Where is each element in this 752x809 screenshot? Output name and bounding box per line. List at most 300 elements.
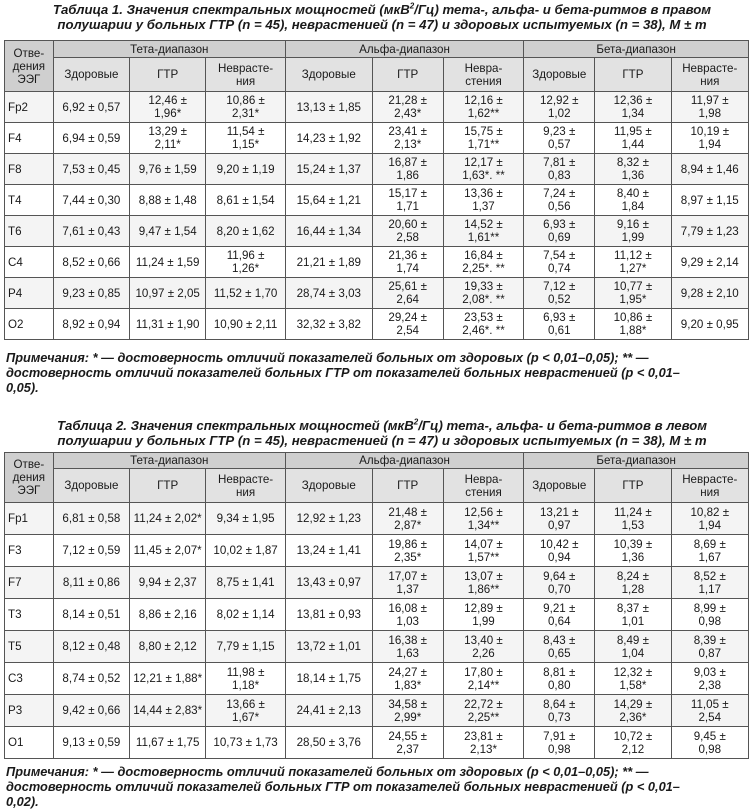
subheader-line: ГТР (622, 68, 644, 81)
value-line: 2,35* (394, 550, 422, 564)
value-line: 16,87 ± (388, 156, 428, 169)
value-line: 12,21 ± 1,88* (133, 672, 203, 685)
value-line: 1,84 (621, 200, 645, 213)
value-cell (372, 216, 443, 247)
table-row (5, 154, 749, 185)
table1-notes (6, 350, 746, 395)
value-line: 8,75 ± 1,41 (216, 576, 275, 589)
value-line: 9,16 ± (616, 218, 649, 231)
value-line: 11,24 ± (614, 505, 652, 519)
value-cell (130, 185, 206, 216)
band-header: Альфа-диапазон (285, 453, 523, 469)
value-cell (372, 154, 443, 185)
value-line: 2,38 (698, 678, 722, 692)
value-line: 1,18* (232, 678, 260, 692)
value-line: 21,28 ± (388, 94, 428, 107)
value-cell (53, 727, 129, 759)
value-cell (285, 567, 372, 599)
lead-cell: P3 (5, 695, 54, 727)
value-line: 1,71** (467, 138, 500, 151)
value-line: 1,34 (621, 107, 645, 120)
value-line: 11,54 ± (226, 125, 265, 138)
value-line: 2,37 (396, 742, 419, 756)
value-cell (443, 695, 524, 727)
group-subheader (206, 469, 286, 503)
value-line: 8,69 ± (693, 537, 726, 551)
value-line: 0,65 (547, 646, 571, 660)
value-line: 13,36 ± (464, 187, 503, 200)
value-cell (671, 631, 748, 663)
value-cell (53, 278, 129, 309)
group-subheader (130, 469, 206, 503)
lead-cell: C4 (5, 247, 54, 278)
value-line: 2,25*. ** (462, 262, 505, 275)
value-line: 28,50 ± 3,76 (296, 736, 361, 749)
value-line: 7,79 ± 1,23 (680, 224, 739, 238)
value-line: 11,45 ± 2,07* (133, 544, 202, 557)
value-cell (443, 727, 524, 759)
table1-caption (6, 2, 752, 32)
value-line: 16,38 ± (388, 633, 428, 647)
band-header: Тета-диапазон (53, 453, 285, 469)
group-subheader (285, 58, 372, 92)
table-row (5, 123, 749, 154)
value-line: 7,81 ± (543, 156, 576, 169)
value-cell (443, 309, 524, 340)
lead-cell: Fp2 (5, 92, 54, 123)
value-cell (443, 247, 524, 278)
value-line: 1,37 (472, 200, 495, 213)
value-line: 2,36* (619, 710, 647, 724)
value-line: 9,13 ± 0,59 (62, 736, 121, 749)
value-line: 9,94 ± 2,37 (138, 576, 197, 589)
value-cell (53, 599, 129, 631)
table2-caption-sup: 2 (413, 417, 419, 427)
value-line: 13,13 ± 1,85 (296, 100, 361, 114)
value-line: 11,12 ± (614, 249, 652, 262)
value-cell (372, 278, 443, 309)
value-cell (285, 185, 372, 216)
value-line: 8,99 ± (693, 601, 726, 615)
value-cell (130, 309, 206, 340)
group-subheader (443, 469, 524, 503)
table-row (5, 535, 749, 567)
value-line: 0,83 (547, 169, 571, 182)
value-line: 14,52 ± (464, 218, 503, 231)
value-line: 1,36 (621, 169, 645, 182)
value-cell (595, 247, 671, 278)
value-line: 10,97 ± 2,05 (135, 286, 200, 300)
subheader-line: Неврасте- (217, 472, 274, 486)
value-cell (372, 92, 443, 123)
value-line: 8,49 ± (616, 633, 649, 647)
value-line: 8,40 ± (616, 187, 649, 200)
lead-header-line: дения (12, 59, 46, 73)
table1-caption-line2: полушарии у больных ГТР (n = 45), неврастенией (n = 47) и здоровых испытуемых (n = 38), M ± m (57, 17, 707, 32)
value-line: 16,08 ± (388, 601, 428, 615)
value-cell (206, 535, 286, 567)
lead-header-line: дения (12, 471, 46, 484)
value-line: 1,01 (621, 614, 645, 628)
value-line: 13,72 ± 1,01 (296, 640, 361, 653)
value-cell (443, 503, 524, 535)
value-line: 29,24 ± (388, 311, 428, 324)
subheader-line: ния (700, 74, 720, 88)
value-line: 9,20 ± 1,19 (216, 162, 275, 176)
value-line: 24,55 ± (388, 729, 428, 743)
table-row (5, 278, 749, 309)
value-cell (443, 599, 524, 631)
table2-note-line1: Примечания: * — достоверность отличий показателей больных от здоровых (p < 0,01–0,05); ** — (6, 764, 649, 779)
value-line: 6,92 ± 0,57 (62, 100, 121, 114)
subheader-line: Здоровые (64, 479, 119, 492)
value-line: 12,56 ± (464, 505, 503, 519)
value-line: 7,53 ± 0,45 (62, 162, 121, 176)
value-line: 11,52 ± 1,70 (213, 286, 278, 300)
value-line: 1,67* (232, 710, 260, 724)
value-line: 8,20 ± 1,62 (216, 224, 275, 238)
subheader-line: ГТР (397, 479, 419, 492)
value-line: 1,94 (698, 138, 722, 151)
value-line: 1,63 (396, 646, 419, 660)
value-cell (130, 123, 206, 154)
value-line: 8,64 ± (543, 697, 576, 711)
group-subheader (285, 469, 372, 503)
value-cell (372, 663, 443, 695)
value-cell (130, 247, 206, 278)
value-line: 8,37 ± (616, 601, 649, 615)
value-cell (285, 727, 372, 759)
table1-note-line1: Примечания: * — достоверность отличий показателей больных от здоровых (p < 0,01–0,05); ** — (6, 350, 649, 365)
subheader-line: ГТР (622, 479, 644, 492)
value-cell (206, 727, 286, 759)
value-cell (524, 631, 595, 663)
value-line: 28,74 ± 3,03 (296, 286, 361, 300)
value-cell (130, 535, 206, 567)
value-cell (206, 631, 286, 663)
value-line: 10,19 ± (690, 125, 730, 138)
value-line: 9,20 ± 0,95 (680, 317, 739, 331)
value-line: 15,17 ± (388, 187, 428, 200)
value-cell (671, 695, 748, 727)
value-cell (524, 567, 595, 599)
value-cell (671, 567, 748, 599)
group-subheader (206, 58, 286, 92)
value-cell (595, 92, 671, 123)
value-line: 20,60 ± (388, 218, 428, 231)
value-line: 9,47 ± 1,54 (138, 224, 197, 238)
value-line: 1,83* (394, 678, 422, 692)
value-line: 2,58 (396, 231, 419, 244)
value-line: 1,63*. ** (462, 169, 505, 182)
value-line: 11,24 ± 2,02* (133, 512, 202, 525)
subheader-line: Здоровые (64, 68, 119, 81)
value-cell (53, 567, 129, 599)
subheader-line: Невра- (464, 61, 503, 75)
value-line: 1,57** (467, 550, 500, 564)
value-line: 9,03 ± (693, 665, 726, 679)
value-line: 7,44 ± 0,30 (62, 193, 121, 207)
value-line: 0,61 (547, 324, 571, 337)
value-line: 13,24 ± 1,41 (296, 544, 361, 557)
value-cell (443, 92, 524, 123)
value-cell (130, 154, 206, 185)
value-line: 16,44 ± 1,34 (296, 224, 361, 238)
value-line: 10,39 ± (613, 537, 653, 551)
value-line: 10,82 ± (690, 505, 730, 519)
value-cell (372, 727, 443, 759)
value-line: 8,81 ± (543, 665, 576, 679)
lead-cell: C3 (5, 663, 54, 695)
table-row (5, 216, 749, 247)
value-cell (524, 535, 595, 567)
value-line: 8,74 ± 0,52 (62, 672, 121, 685)
value-line: 1,53 (621, 518, 645, 532)
value-line: 12,36 ± (613, 94, 653, 107)
value-line: 0,87 (698, 646, 722, 660)
group-subheader (595, 469, 671, 503)
value-line: 9,23 ± (543, 125, 576, 138)
table1-wrapper (0, 40, 749, 340)
table-row (5, 663, 749, 695)
group-subheader (372, 469, 443, 503)
value-line: 1,44 (621, 138, 645, 151)
value-line: 7,12 ± 0,59 (62, 544, 121, 557)
lead-cell: F8 (5, 154, 54, 185)
subheader-line: ГТР (397, 68, 419, 81)
value-cell (595, 154, 671, 185)
subheader-line: Здоровые (301, 479, 356, 492)
value-cell (53, 535, 129, 567)
table1-note-line2: достоверность отличий показателей больных ГТР от показателей больных неврастенией (p < 0,01– (6, 365, 680, 380)
value-line: 14,23 ± 1,92 (296, 131, 361, 145)
value-line: 0,80 (547, 678, 571, 692)
value-cell (443, 567, 524, 599)
value-line: 9,23 ± 0,85 (62, 286, 121, 300)
value-cell (524, 185, 595, 216)
value-cell (206, 247, 286, 278)
value-cell (285, 247, 372, 278)
value-line: 2,64 (396, 293, 419, 306)
value-line: 1,04 (621, 646, 645, 660)
value-cell (524, 695, 595, 727)
value-line: 1,03 (396, 614, 419, 628)
value-cell (671, 535, 748, 567)
value-line: 6,93 ± (543, 218, 576, 231)
value-line: 7,91 ± (543, 729, 576, 743)
group-subheader (53, 58, 129, 92)
table-row (5, 185, 749, 216)
value-line: 15,24 ± 1,37 (296, 162, 361, 176)
value-cell (130, 278, 206, 309)
value-line: 9,64 ± (543, 569, 576, 583)
lead-cell: P4 (5, 278, 54, 309)
value-line: 19,33 ± (464, 280, 503, 293)
value-line: 11,97 ± (690, 94, 729, 107)
table-row (5, 92, 749, 123)
value-line: 11,96 ± (226, 249, 265, 262)
value-cell (53, 247, 129, 278)
value-cell (524, 123, 595, 154)
value-cell (595, 185, 671, 216)
table2-caption-line1: Таблица 2. Значения спектральных мощностей (мкВ (56, 418, 414, 433)
value-cell (285, 309, 372, 340)
table2-note-line2: достоверность отличий показателей больных ГТР от показателей больных неврастенией (p < 0,01– (6, 779, 680, 794)
value-line: 10,02 ± 1,87 (213, 544, 278, 557)
value-cell (372, 503, 443, 535)
value-line: 12,16 ± (464, 94, 503, 107)
table-row (5, 567, 749, 599)
value-line: 1,74 (396, 262, 419, 275)
value-cell (206, 695, 286, 727)
value-line: 8,02 ± 1,14 (216, 608, 275, 621)
value-cell (524, 154, 595, 185)
value-line: 2,99* (394, 710, 422, 724)
value-cell (524, 663, 595, 695)
table2-caption (6, 418, 752, 448)
value-cell (285, 503, 372, 535)
value-line: 10,90 ± 2,11 (213, 317, 278, 331)
value-cell (206, 599, 286, 631)
lead-cell: Fp1 (5, 503, 54, 535)
value-line: 12,89 ± (464, 601, 503, 615)
value-cell (595, 599, 671, 631)
value-cell (372, 309, 443, 340)
value-line: 11,67 ± 1,75 (135, 736, 200, 749)
value-cell (372, 631, 443, 663)
value-line: 1,94 (698, 518, 722, 532)
value-line: 2,25** (467, 710, 500, 724)
value-line: 0,98 (547, 742, 571, 756)
value-cell (595, 278, 671, 309)
value-line: 0,56 (547, 200, 571, 213)
value-cell (285, 599, 372, 631)
value-line: 1,96* (154, 107, 182, 120)
value-line: 0,98 (698, 614, 722, 628)
value-cell (206, 92, 286, 123)
value-line: 13,21 ± (539, 505, 579, 519)
value-cell (53, 309, 129, 340)
value-line: 8,52 ± (693, 569, 726, 583)
value-line: 2,31* (232, 107, 260, 120)
lead-header-line: Отве- (13, 458, 45, 471)
value-line: 9,45 ± (693, 729, 726, 743)
value-line: 2,46*. ** (462, 324, 505, 337)
subheader-line: стения (465, 485, 502, 499)
value-line: 1,17 (698, 582, 722, 596)
value-line: 0,94 (547, 550, 571, 564)
value-cell (524, 309, 595, 340)
table2 (4, 452, 749, 759)
value-cell (206, 278, 286, 309)
value-line: 2,13* (469, 742, 498, 756)
table-row (5, 247, 749, 278)
value-cell (372, 695, 443, 727)
value-cell (130, 92, 206, 123)
value-cell (130, 567, 206, 599)
subheader-line: стения (465, 74, 502, 88)
value-line: 15,64 ± 1,21 (296, 193, 361, 207)
value-cell (53, 663, 129, 695)
value-line: 10,72 ± (613, 729, 653, 743)
lead-header-line: ЭЭГ (17, 72, 41, 86)
value-cell (130, 695, 206, 727)
value-cell (285, 278, 372, 309)
value-line: 7,24 ± (543, 187, 576, 200)
value-cell (206, 216, 286, 247)
lead-header (5, 41, 54, 92)
subheader-line: Здоровые (532, 479, 587, 492)
value-cell (443, 123, 524, 154)
value-line: 1,27* (619, 262, 647, 275)
value-cell (595, 631, 671, 663)
lead-cell: O1 (5, 727, 54, 759)
lead-cell: F7 (5, 567, 54, 599)
value-cell (595, 535, 671, 567)
value-line: 0,97 (547, 518, 571, 532)
value-line: 1,71 (396, 200, 419, 213)
value-line: 1,86** (467, 582, 500, 596)
value-line: 0,98 (698, 742, 722, 756)
value-line: 21,21 ± 1,89 (296, 255, 361, 269)
value-line: 12,92 ± 1,23 (296, 512, 361, 525)
value-cell (206, 154, 286, 185)
group-subheader (130, 58, 206, 92)
value-cell (524, 727, 595, 759)
value-line: 0,70 (547, 582, 571, 596)
value-line: 22,72 ± (464, 697, 503, 711)
value-line: 19,86 ± (388, 537, 428, 551)
subheader-line: ния (235, 485, 256, 499)
value-line: 18,14 ± 1,75 (296, 672, 361, 685)
value-line: 14,29 ± (613, 697, 653, 711)
value-line: 23,41 ± (388, 125, 428, 138)
value-line: 8,61 ± 1,54 (216, 193, 275, 207)
value-line: 14,44 ± 2,83* (133, 704, 203, 717)
value-line: 2,43* (394, 107, 422, 120)
lead-header (5, 453, 54, 503)
value-cell (130, 503, 206, 535)
group-subheader (53, 469, 129, 503)
value-line: 21,48 ± (388, 505, 428, 519)
value-line: 0,74 (547, 262, 571, 275)
group-subheader (524, 469, 595, 503)
value-line: 2,11* (154, 138, 181, 151)
subheader-line: Неврасте- (682, 472, 738, 486)
value-cell (671, 278, 748, 309)
value-line: 6,81 ± 0,58 (62, 512, 121, 525)
value-line: 10,73 ± 1,73 (213, 736, 278, 749)
subheader-line: Невра- (464, 472, 503, 486)
value-line: 9,21 ± (543, 601, 576, 615)
value-line: 8,11 ± 0,86 (62, 576, 120, 589)
value-cell (595, 695, 671, 727)
value-line: 2,54 (396, 324, 419, 337)
value-cell (53, 154, 129, 185)
value-cell (53, 503, 129, 535)
value-line: 12,32 ± (613, 665, 653, 679)
value-line: 11,05 ± (690, 697, 729, 711)
value-line: 13,81 ± 0,93 (296, 608, 361, 621)
value-line: 1,26* (232, 262, 260, 275)
value-line: 7,54 ± (543, 249, 576, 262)
subheader-line: ния (700, 485, 720, 499)
group-subheader (671, 58, 748, 92)
value-line: 1,37 (396, 582, 419, 596)
table1-caption-line1-end: /Гц) тета-, альфа- и бета-ритмов в правом (414, 2, 712, 17)
value-line: 8,24 ± (616, 569, 649, 583)
value-cell (595, 503, 671, 535)
